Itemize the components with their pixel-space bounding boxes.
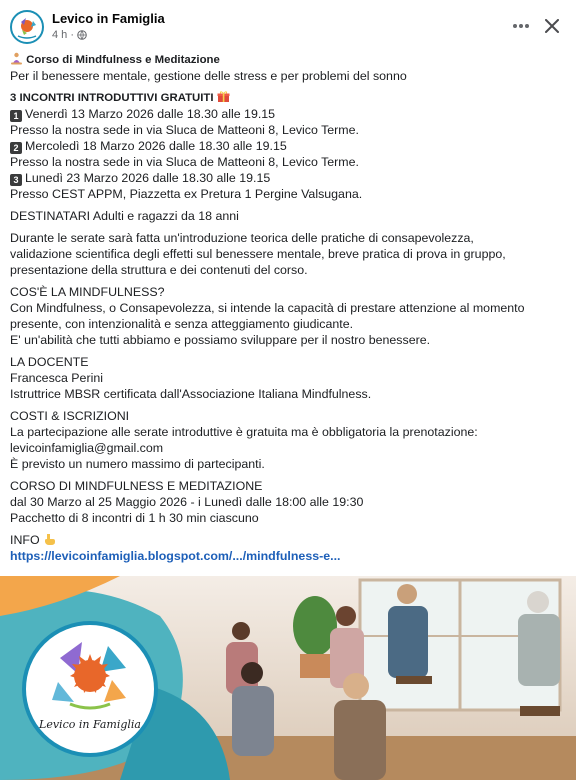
info-label: INFO bbox=[10, 533, 40, 547]
incontri-heading: 3 INCONTRI INTRODUTTIVI GRATUITI bbox=[10, 92, 214, 104]
close-icon bbox=[545, 19, 559, 33]
destinatari: DESTINATARI Adulti e ragazzi da 18 anni bbox=[10, 209, 239, 223]
corso-heading: CORSO DI MINDFULNESS E MEDITAZIONE bbox=[10, 479, 263, 493]
incontro-3-place: Presso CEST APPM, Piazzetta ex Pretura 1 Pergine Valsugana. bbox=[10, 187, 363, 201]
incontro-1-date-line bbox=[10, 106, 570, 122]
mindfulness-line-1: Con Mindfulness, o Consapevolezza, si intende la capacità di prestare attenzione al momento bbox=[10, 301, 525, 315]
post-header bbox=[0, 0, 576, 52]
page-name[interactable]: Levico in Famiglia bbox=[52, 11, 165, 26]
number-3-icon: 3 bbox=[10, 174, 22, 186]
intro-line-2: validazione scientifica degli effetti sul benessere mentale, breve pratica di prova in gruppo, bbox=[10, 247, 506, 261]
incontro-2-date: Mercoledì 18 Marzo 2026 dalle 18.30 alle 19.15 bbox=[25, 139, 287, 153]
corso-line-1: dal 30 Marzo al 25 Maggio 2026 - i Lunedì dalle 18:00 alle 19:30 bbox=[10, 495, 364, 509]
number-1-icon: 1 bbox=[10, 110, 22, 122]
incontro-3-date: Lunedì 23 Marzo 2026 dalle 18.30 alle 19.15 bbox=[25, 171, 271, 185]
docente-heading: LA DOCENTE bbox=[10, 355, 89, 369]
logo-text: Levico in Famiglia bbox=[39, 718, 141, 731]
costi-heading: COSTI & ISCRIZIONI bbox=[10, 409, 130, 423]
incontro-1-place: Presso la nostra sede in via Sluca de Matteoni 8, Levico Terme. bbox=[10, 123, 359, 137]
post-subtitle: Per il benessere mentale, gestione delle stress e per problemi del sonno bbox=[10, 69, 407, 83]
mindfulness-line-2: presente, con intenzionalità e senza atteggiamento giudicante. bbox=[10, 317, 354, 331]
costi-line-1: La partecipazione alle serate introduttive è gratuita ma è obbligatoria la prenotazione: bbox=[10, 425, 478, 439]
incontri-heading-line bbox=[10, 90, 570, 106]
docente-desc: Istruttrice MBSR certificata dall'Associazione Italiana Mindfulness. bbox=[10, 387, 372, 401]
intro-line-1: Durante le serate sarà fatta un'introduzione teorica delle pratiche di consapevolezza, bbox=[10, 231, 474, 245]
info-line bbox=[10, 532, 570, 548]
post-time[interactable]: 4 h · bbox=[52, 29, 75, 41]
post-body bbox=[10, 52, 570, 564]
post-image[interactable] bbox=[0, 576, 576, 780]
levico-logo bbox=[24, 623, 156, 755]
incontro-1-date: Venerdì 13 Marzo 2026 dalle 18.30 alle 19.15 bbox=[25, 107, 276, 121]
post-title: Corso di Mindfulness e Meditazione bbox=[26, 54, 220, 66]
post-meta bbox=[52, 29, 87, 41]
close-button[interactable] bbox=[540, 14, 564, 38]
docente-name: Francesca Perini bbox=[10, 371, 103, 385]
page-avatar[interactable] bbox=[10, 10, 44, 44]
mindfulness-heading: COS'È LA MINDFULNESS? bbox=[10, 285, 165, 299]
globe-icon bbox=[77, 30, 87, 40]
number-2-icon: 2 bbox=[10, 142, 22, 154]
more-horizontal-icon bbox=[512, 23, 530, 29]
corso-line-2: Pacchetto di 8 incontri di 1 h 30 min ciascuno bbox=[10, 511, 259, 525]
incontro-2-place: Presso la nostra sede in via Sluca de Matteoni 8, Levico Terme. bbox=[10, 155, 359, 169]
info-link[interactable]: https://levicoinfamiglia.blogspot.com/.../mindfulness-e... bbox=[10, 549, 341, 563]
incontro-3-date-line bbox=[10, 170, 570, 186]
intro-line-3: presentazione della struttura e dei contenuti del corso. bbox=[10, 263, 308, 277]
mindfulness-line-3: E' un'abilità che tutti abbiamo e possiamo sviluppare per il nostro benessere. bbox=[10, 333, 431, 347]
info-link-line bbox=[10, 548, 570, 564]
costi-line-3: È previsto un numero massimo di partecipanti. bbox=[10, 457, 265, 471]
incontro-2-date-line bbox=[10, 138, 570, 154]
costi-email: levicoinfamiglia@gmail.com bbox=[10, 441, 164, 455]
post-title-line bbox=[10, 52, 570, 68]
more-options-button[interactable] bbox=[509, 14, 533, 38]
